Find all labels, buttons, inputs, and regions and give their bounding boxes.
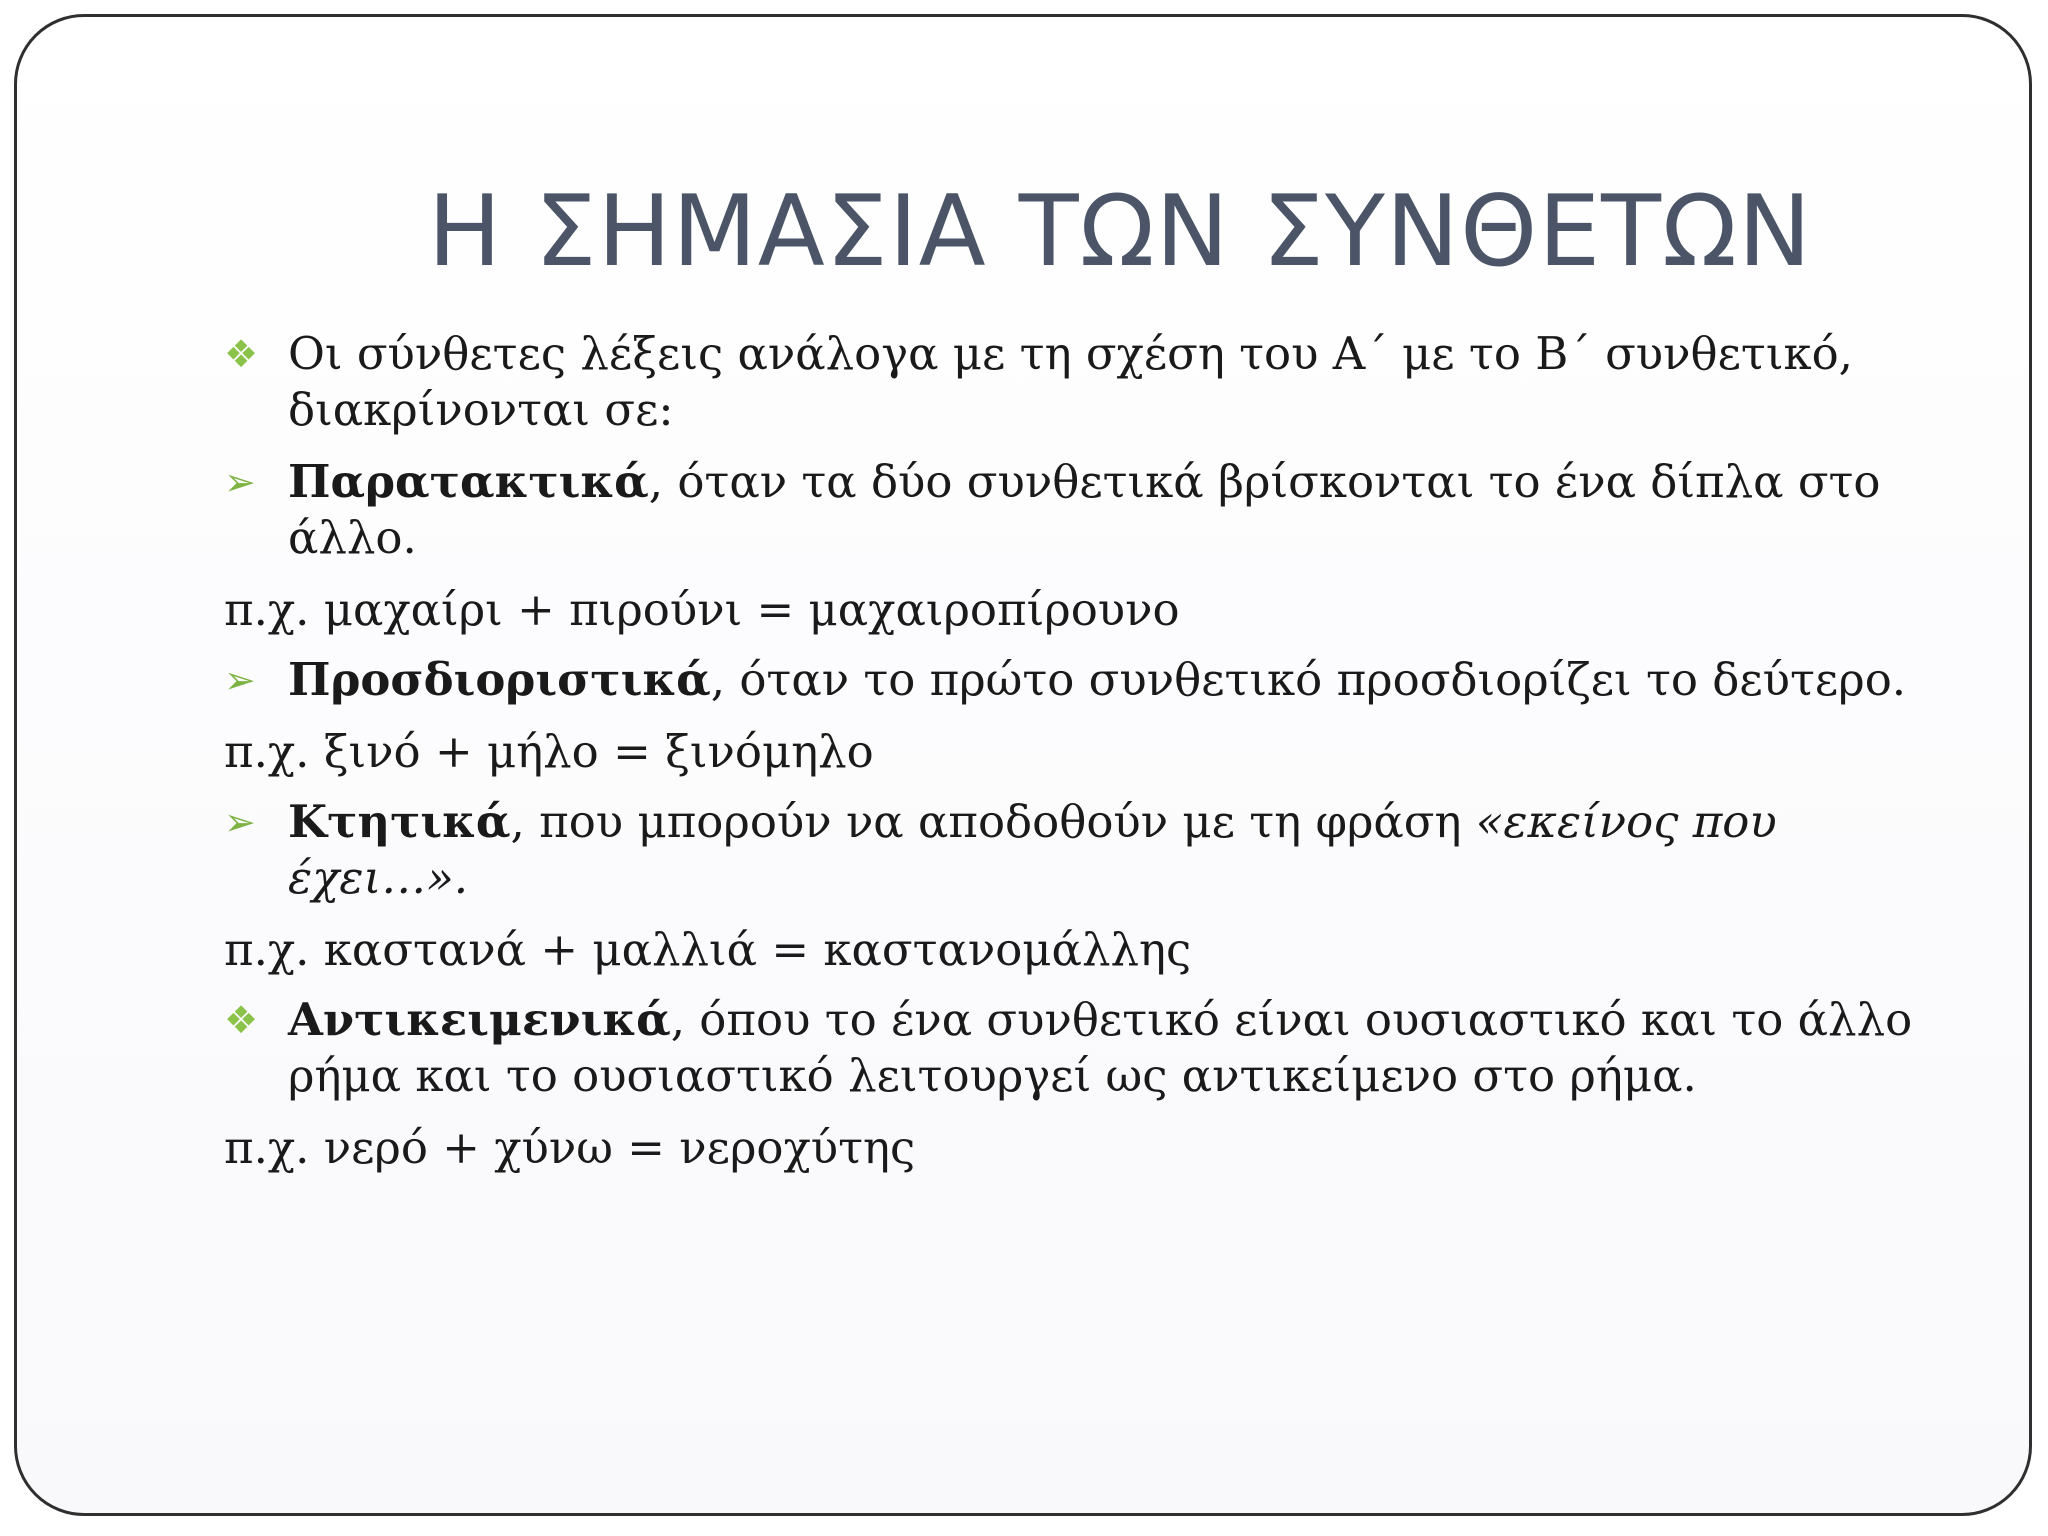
diamond-bullet-icon: ❖ bbox=[224, 998, 259, 1042]
possessive-quote: «εκείνος που έχει…». bbox=[288, 795, 1777, 904]
arrow-bullet-icon: ➢ bbox=[224, 460, 256, 504]
slide-title: Η ΣΗΜΑΣΙΑ ΤΩΝ ΣΥΝΘΕΤΩΝ bbox=[427, 175, 1813, 289]
paratactic-example: π.χ. μαχαίρι + πιρούνι = μαχαιροπίρουνο bbox=[224, 583, 1180, 636]
possessive-term: Κτητικά bbox=[288, 795, 511, 848]
paratactic-item bbox=[224, 454, 1924, 566]
arrow-bullet-icon: ➢ bbox=[224, 800, 256, 844]
determinative-item bbox=[224, 652, 1924, 708]
determinative-example: π.χ. ξινό + μήλο = ξινόμηλο bbox=[224, 725, 874, 778]
determinative-term: Προσδιοριστικά bbox=[288, 653, 711, 706]
arrow-bullet-icon: ➢ bbox=[224, 658, 256, 702]
diamond-bullet-icon: ❖ bbox=[224, 332, 259, 376]
objective-item bbox=[224, 992, 1924, 1104]
paratactic-term: Παρατακτικά bbox=[288, 455, 649, 508]
paratactic-text: , όταν τα δύο συνθετικά βρίσκονται το ένα δίπλα στο άλλο. bbox=[288, 455, 1881, 564]
objective-example: π.χ. νερό + χύνω = νεροχύτης bbox=[224, 1121, 916, 1174]
possessive-item bbox=[224, 794, 1924, 906]
intro-item bbox=[224, 326, 1924, 438]
objective-text: , όπου το ένα συνθετικό είναι ουσιαστικό και το άλλο ρήμα και το ουσιαστικό λειτουργεί ως αντικείμενο στο ρήμα. bbox=[288, 993, 1913, 1102]
possessive-text: , που μπορούν να αποδοθούν με τη φράση bbox=[510, 795, 1476, 848]
intro-text: Οι σύνθετες λέξεις ανάλογα με τη σχέση του Α΄ με το Β΄ συνθετικό, διακρίνονται σε: bbox=[288, 327, 1853, 436]
determinative-text: , όταν το πρώτο συνθετικό προσδιορίζει το δεύτερο. bbox=[710, 653, 1907, 706]
objective-term: Αντικειμενικά bbox=[288, 993, 671, 1046]
possessive-example: π.χ. καστανά + μαλλιά = καστανομάλλης bbox=[224, 923, 1192, 976]
slide-content bbox=[224, 326, 1924, 1190]
